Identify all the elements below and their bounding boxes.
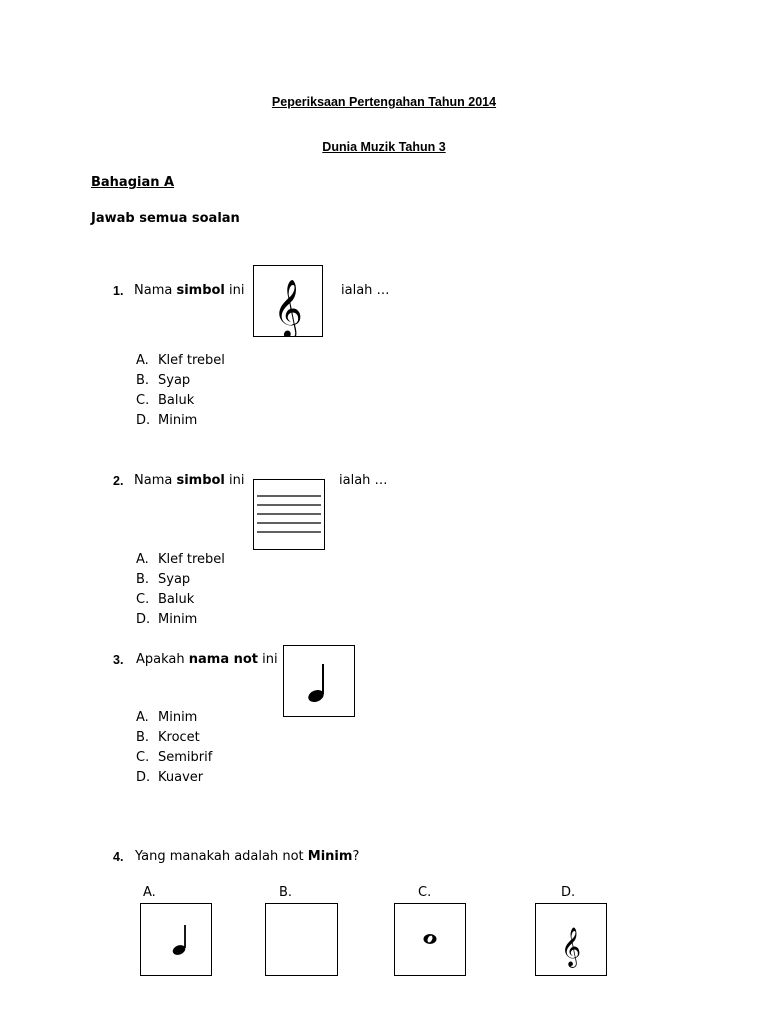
choice-b-box[interactable]: [265, 903, 338, 976]
option-text: Baluk: [158, 393, 195, 408]
question-text: [134, 283, 245, 298]
treble-clef-icon: [536, 904, 606, 975]
option-text: Minim: [158, 612, 198, 627]
question-text-bold: Minim: [307, 849, 353, 864]
choice-a-box[interactable]: [140, 903, 212, 976]
option-a[interactable]: [136, 550, 225, 570]
question-text: [134, 473, 245, 488]
question-text-bold: nama not: [188, 652, 259, 667]
option-letter: C.: [136, 393, 150, 408]
option-text: Kuaver: [158, 770, 204, 785]
choice-b-label: B.: [279, 885, 293, 900]
question-number: 2.: [113, 474, 124, 488]
section-instruction: Jawab semua soalan: [91, 211, 240, 226]
question-text-post: ini: [258, 652, 278, 667]
option-a[interactable]: [136, 708, 212, 728]
question-text-bold: simbol: [176, 473, 225, 488]
symbol-box: [283, 645, 355, 717]
question-text-pre: Nama: [134, 283, 177, 298]
option-c[interactable]: [136, 391, 225, 411]
option-a[interactable]: [136, 351, 225, 371]
question-text: [136, 652, 278, 667]
option-letter: C.: [136, 592, 150, 607]
options-list: [136, 550, 225, 630]
option-letter: B.: [136, 373, 150, 388]
crotchet-note-icon: [284, 646, 354, 716]
choice-d-box[interactable]: [535, 903, 607, 976]
option-d[interactable]: [136, 411, 225, 431]
option-b[interactable]: [136, 371, 225, 391]
question-text-pre: Yang manakah adalah not: [135, 849, 308, 864]
option-letter: A.: [136, 552, 149, 567]
question-text-post: ?: [352, 849, 360, 864]
section-name: Bahagian A: [91, 175, 175, 190]
question-number: 3.: [113, 653, 124, 667]
option-letter: B.: [136, 572, 150, 587]
question-suffix: ialah …: [341, 283, 390, 298]
page-title: Peperiksaan Pertengahan Tahun 2014: [271, 95, 497, 109]
option-text: Klef trebel: [158, 552, 225, 567]
question-suffix: ialah …: [339, 473, 388, 488]
svg-text:𝄞: 𝄞: [273, 279, 303, 336]
question-text-pre: Apakah: [136, 652, 189, 667]
question-text-post: ini: [224, 283, 245, 298]
treble-clef-icon: [254, 266, 322, 336]
option-text: Syap: [158, 373, 191, 388]
symbol-box: [253, 265, 323, 337]
option-letter: D.: [136, 770, 151, 785]
option-b[interactable]: [136, 728, 212, 748]
option-letter: D.: [136, 413, 151, 428]
option-text: Syap: [158, 572, 191, 587]
option-text: Minim: [158, 413, 198, 428]
option-letter: C.: [136, 750, 150, 765]
option-letter: A.: [136, 710, 149, 725]
choice-c-box[interactable]: [394, 903, 466, 976]
option-text: Minim: [158, 710, 198, 725]
question-number: 1.: [113, 284, 124, 298]
option-text: Krocet: [158, 730, 200, 745]
question-text: [135, 849, 359, 864]
option-d[interactable]: [136, 768, 212, 788]
page-subtitle: Dunia Muzik Tahun 3: [322, 140, 446, 154]
option-text: Semibrif: [158, 750, 213, 765]
option-c[interactable]: [136, 590, 225, 610]
choice-c-label: C.: [418, 885, 432, 900]
whole-note-icon: [395, 904, 465, 975]
crotchet-note-icon: [141, 904, 211, 975]
question-text-post: ini: [224, 473, 245, 488]
choice-a-label: A.: [143, 885, 156, 900]
staff-lines-icon: [254, 480, 324, 549]
symbol-box: [253, 479, 325, 550]
option-d[interactable]: [136, 610, 225, 630]
option-c[interactable]: [136, 748, 212, 768]
option-letter: A.: [136, 353, 149, 368]
option-letter: D.: [136, 612, 151, 627]
option-text: Baluk: [158, 592, 195, 607]
option-text: Klef trebel: [158, 353, 225, 368]
question-text-pre: Nama: [134, 473, 177, 488]
option-letter: B.: [136, 730, 150, 745]
question-number: 4.: [113, 850, 124, 864]
svg-text:𝄞: 𝄞: [560, 927, 582, 967]
question-text-bold: simbol: [176, 283, 225, 298]
options-list: [136, 708, 212, 788]
choice-d-label: D.: [561, 885, 576, 900]
options-list: [136, 351, 225, 431]
option-b[interactable]: [136, 570, 225, 590]
